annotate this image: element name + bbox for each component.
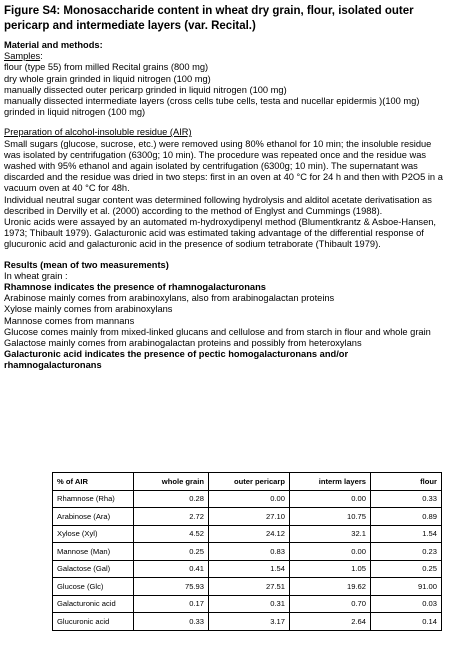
table-cell: 2.64 bbox=[290, 613, 371, 631]
table-cell: 0.28 bbox=[134, 490, 209, 508]
row-label: Arabinose (Ara) bbox=[53, 508, 134, 526]
table-cell: 19.62 bbox=[290, 578, 371, 596]
column-header: flour bbox=[371, 473, 442, 491]
results-heading: Results (mean of two measurements) bbox=[4, 259, 169, 270]
column-header: interm layers bbox=[290, 473, 371, 491]
table-cell: 0.00 bbox=[290, 490, 371, 508]
table-cell: 0.83 bbox=[209, 543, 290, 561]
sample-line: flour (type 55) from milled Recital grains (800 mg) bbox=[4, 62, 209, 73]
sample-line: manually dissected intermediate layers (cross cells tube cells, testa and nucellar epidermis )(100 mg) grinded in liquid nitrogen (100 mg) bbox=[4, 96, 420, 118]
result-line: Xylose mainly comes from arabinoxylans bbox=[4, 304, 173, 315]
row-label: Glucose (Glc) bbox=[53, 578, 134, 596]
table-cell: 27.10 bbox=[209, 508, 290, 526]
row-label: Glucuronic acid bbox=[53, 613, 134, 631]
document-page bbox=[4, 4, 446, 372]
air-heading: Preparation of alcohol-insoluble residue (AIR) bbox=[4, 127, 192, 138]
row-label: Xylose (Xyl) bbox=[53, 525, 134, 543]
table-cell: 0.17 bbox=[134, 595, 209, 613]
figure-title: Figure S4: Monosaccharide content in wheat dry grain, flour, isolated outer pericarp and intermediate layers (var. Recital.) bbox=[4, 5, 414, 32]
table-cell: 0.14 bbox=[371, 613, 442, 631]
table-cell: 0.41 bbox=[134, 560, 209, 578]
air-paragraph: Uronic acids were assayed by an automated m-hydroxydipenyl method (Blumentkrantz & Asboe-Hansen, 1973; Thibault 1979). Galacturonic acid was estimated taking advantage of the differential response of glucuronic acid and galacturonic acid in the presence of sodium tetraborate (Thibault 1979). bbox=[4, 217, 437, 250]
column-header: outer pericarp bbox=[209, 473, 290, 491]
row-label: Mannose (Man) bbox=[53, 543, 134, 561]
table-cell: 10.75 bbox=[290, 508, 371, 526]
table-cell: 0.00 bbox=[290, 543, 371, 561]
table-cell: 0.33 bbox=[134, 613, 209, 631]
table-cell: 0.25 bbox=[134, 543, 209, 561]
table-row bbox=[53, 595, 442, 613]
result-line: Glucose comes mainly from mixed-linked glucans and cellulose and from starch in flour and whole grain bbox=[4, 326, 431, 337]
table-row bbox=[53, 560, 442, 578]
results-intro: In wheat grain : bbox=[4, 270, 68, 281]
table-cell: 32.1 bbox=[290, 525, 371, 543]
table-cell: 75.93 bbox=[134, 578, 209, 596]
table-row bbox=[53, 490, 442, 508]
air-paragraph: Individual neutral sugar content was determined following hydrolysis and alditol acetate derivatisation as described in Dervilly et al. (2000) according to the method of Englyst and Cummings (1988). bbox=[4, 194, 432, 216]
table-row bbox=[53, 508, 442, 526]
table-cell: 0.70 bbox=[290, 595, 371, 613]
table-cell: 0.31 bbox=[209, 595, 290, 613]
table-cell: 0.25 bbox=[371, 560, 442, 578]
monosaccharide-table bbox=[52, 472, 442, 631]
result-line: Arabinose mainly comes from arabinoxylans, also from arabinogalactan proteins bbox=[4, 293, 335, 304]
methods-heading: Material and methods: bbox=[4, 40, 103, 50]
table-header-row bbox=[53, 473, 442, 491]
table-cell: 0.03 bbox=[371, 595, 442, 613]
air-paragraph: Small sugars (glucose, sucrose, etc.) were removed using 80% ethanol for 10 min; the insoluble residue was isolated by centrifugation (6300g; 10 min). The procedure was repeated once and the residue was washed with 95% ethanol and again isolated by centrifugation (6300g; 10 min). The supernatant was discarded and the residue was dried in two steps: first in an oven at 40 °C for 24 h and then with P2O5 in a vacuum oven at 40 °C for 48h. bbox=[4, 138, 443, 194]
galacturonic-heading: Galacturonic acid indicates the presence of pectic homogalacturonans and/or rhamnogalacturonans bbox=[4, 349, 349, 371]
table-cell: 91.00 bbox=[371, 578, 442, 596]
sample-line: manually dissected outer pericarp grinded in liquid nitrogen (100 mg) bbox=[4, 84, 287, 95]
table-cell: 3.17 bbox=[209, 613, 290, 631]
table-row bbox=[53, 613, 442, 631]
table-cell: 27.51 bbox=[209, 578, 290, 596]
table-cell: 0.33 bbox=[371, 490, 442, 508]
result-line: Mannose comes from mannans bbox=[4, 315, 135, 326]
table-cell: 4.52 bbox=[134, 525, 209, 543]
table-cell: 1.54 bbox=[209, 560, 290, 578]
table-row bbox=[53, 578, 442, 596]
sample-line: dry whole grain grinded in liquid nitrogen (100 mg) bbox=[4, 73, 211, 84]
rhamnose-heading: Rhamnose indicates the presence of rhamnogalacturonans bbox=[4, 282, 266, 293]
table-cell: 0.23 bbox=[371, 543, 442, 561]
samples-heading: Samples: bbox=[4, 51, 43, 62]
methods-heading-text: Material and methods bbox=[4, 40, 100, 50]
table-row bbox=[53, 525, 442, 543]
row-label: Galacturonic acid bbox=[53, 595, 134, 613]
row-label: Rhamnose (Rha) bbox=[53, 490, 134, 508]
samples-heading-text: Samples bbox=[4, 51, 41, 62]
table-cell: 0.00 bbox=[209, 490, 290, 508]
table-cell: 0.89 bbox=[371, 508, 442, 526]
table-cell: 1.54 bbox=[371, 525, 442, 543]
table-row bbox=[53, 543, 442, 561]
table-cell: 2.72 bbox=[134, 508, 209, 526]
column-header: % of AIR bbox=[53, 473, 134, 491]
column-header: whole grain bbox=[134, 473, 209, 491]
row-label: Galactose (Gal) bbox=[53, 560, 134, 578]
result-line: Galactose mainly comes from arabinogalactan proteins and possibly from heteroxylans bbox=[4, 338, 362, 349]
table-cell: 24.12 bbox=[209, 525, 290, 543]
table-cell: 1.05 bbox=[290, 560, 371, 578]
